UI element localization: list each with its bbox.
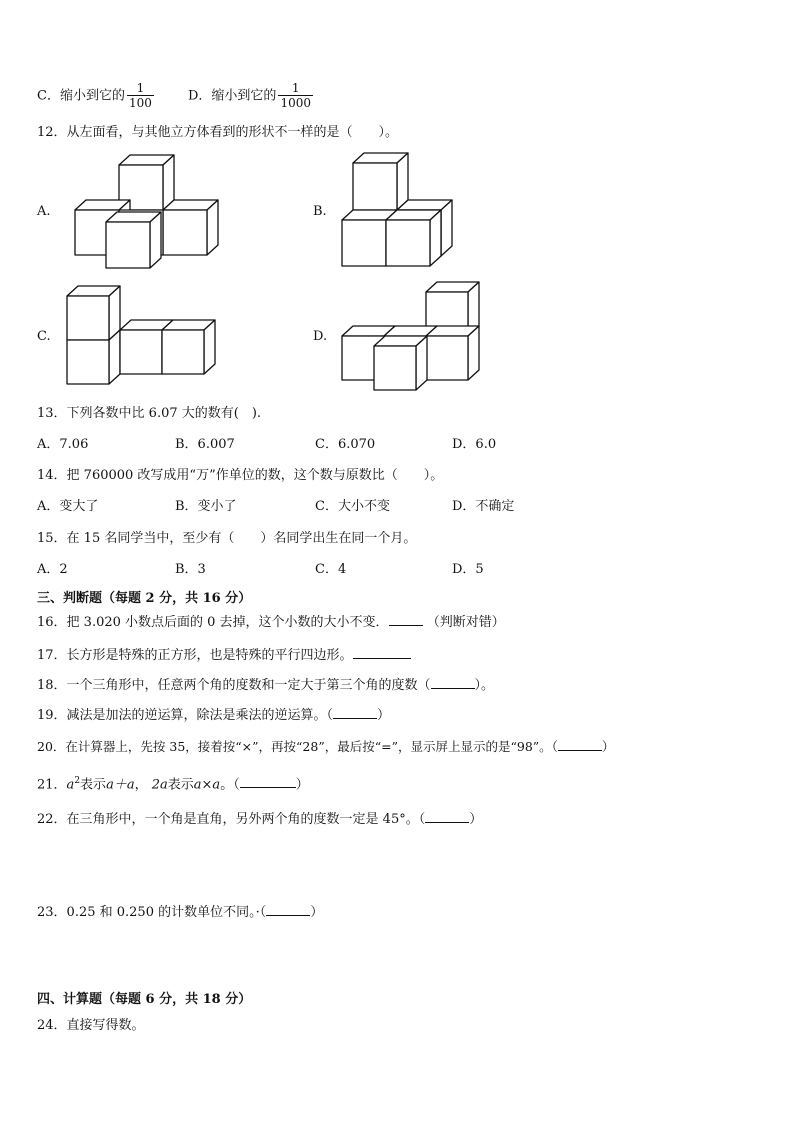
q16-text: 16．把 3.020 小数点后面的 0 去掉，这个小数的大小不变． — [37, 615, 389, 630]
q19 — [37, 706, 390, 725]
q14-option-a[interactable]: A．变大了 — [37, 499, 99, 514]
q21-expr1: a＋a — [106, 777, 135, 793]
q21-t1: 表示 — [80, 777, 107, 793]
q12-option-c-label[interactable]: C. — [37, 329, 51, 344]
q22-tail: ） — [469, 812, 483, 827]
section-3-heading: 三、判断题（每题 2 分，共 16 分） — [37, 591, 252, 606]
q17 — [37, 646, 411, 665]
q21-answer-blank[interactable] — [240, 775, 296, 788]
q20-tail: ） — [601, 739, 615, 754]
q23-tail: ） — [310, 905, 324, 920]
q15-stem: 15．在 15 名同学当中，至少有（ ）名同学出生在同一个月。 — [37, 531, 417, 546]
q18 — [37, 676, 494, 695]
q15-option-c[interactable]: C．4 — [315, 562, 347, 577]
q15-option-a[interactable]: A．2 — [37, 562, 68, 577]
q15-option-b[interactable]: B．3 — [175, 562, 206, 577]
q23 — [37, 903, 323, 922]
q22-answer-blank[interactable] — [425, 810, 469, 823]
q19-text: 19．减法是加法的逆运算，除法是乘法的逆运算。（ — [37, 708, 334, 723]
q14-option-c[interactable]: C．大小不变 — [315, 499, 390, 514]
q17-text: 17．长方形是特殊的正方形，也是特殊的平行四边形。 — [37, 648, 353, 663]
q21-expr2: 2a — [151, 777, 168, 793]
q14-option-d[interactable]: D．不确定 — [452, 499, 515, 514]
q21-tail: ） — [295, 777, 309, 793]
q24-text: 24．直接写得数。 — [37, 1018, 145, 1033]
q21-exponent: 2 — [74, 776, 81, 786]
q12-option-d-label[interactable]: D. — [313, 329, 328, 344]
q21-t2: ， — [134, 777, 148, 793]
q18-text: 18．一个三角形中，任意两个角的度数和一定大于第三个角的度数（ — [37, 678, 431, 693]
q21-base: a — [66, 777, 75, 793]
q22-text: 22．在三角形中，一个角是直角，另外两个角的度数一定是 45°。（ — [37, 812, 426, 827]
q12-option-b-label[interactable]: B. — [313, 204, 327, 219]
q16-answer-blank[interactable] — [389, 613, 423, 626]
q13-option-c[interactable]: C．6.070 — [315, 437, 376, 452]
q11-option-d-label: D．缩小到它的 — [188, 88, 277, 104]
q13-stem: 13．下列各数中比 6.07 大的数有( ). — [37, 406, 262, 421]
q21-number: 21． — [37, 777, 67, 793]
q17-answer-blank[interactable] — [353, 646, 411, 659]
q20 — [37, 738, 614, 756]
q13-option-a[interactable]: A．7.06 — [37, 437, 89, 452]
q18-answer-blank[interactable] — [431, 676, 475, 689]
q18-tail: ）。 — [474, 678, 495, 693]
q11-option-c-label: C．缩小到它的 — [37, 88, 125, 104]
q20-answer-blank[interactable] — [558, 738, 602, 751]
cube — [374, 336, 427, 390]
q16-tail: （判断对错） — [426, 615, 505, 630]
q13-option-b[interactable]: B．6.007 — [175, 437, 235, 452]
q21-t4: 。（ — [220, 777, 240, 793]
q14-option-b[interactable]: B．变小了 — [175, 499, 237, 514]
q11-option-c-fraction: $\frac{1}{100}$ — [128, 81, 152, 110]
q21-expr3: a×a — [193, 777, 221, 793]
q21 — [37, 772, 309, 794]
q12-stem: 12．从左面看，与其他立方体看到的形状不一样的是（ ）。 — [37, 125, 399, 140]
q15-option-d[interactable]: D．5 — [452, 562, 484, 577]
q12-option-a-label[interactable]: A. — [37, 204, 51, 219]
q14-stem: 14．把 760000 改写成用“万”作单位的数，这个数与原数比（ ）。 — [37, 468, 444, 483]
q21-t3: 表示 — [167, 777, 194, 793]
section-4-heading: 四、计算题（每题 6 分，共 18 分） — [37, 992, 252, 1007]
q23-answer-blank[interactable] — [266, 903, 310, 916]
q20-text: 20．在计算器上，先按 35，接着按“×”，再按“28”，最后按“=”，显示屏上显示的是“98”。（ — [37, 739, 558, 754]
q19-answer-blank[interactable] — [333, 706, 377, 719]
cube — [426, 326, 479, 380]
q13-option-d[interactable]: D．6.0 — [452, 437, 497, 452]
q19-tail: ） — [377, 708, 391, 723]
q23-text: 23．0.25 和 0.250 的计数单位不同。·（ — [37, 905, 267, 920]
q16 — [37, 613, 505, 632]
q22 — [37, 810, 482, 829]
q11-option-d-fraction: $\frac{1}{1000}$ — [280, 81, 311, 110]
